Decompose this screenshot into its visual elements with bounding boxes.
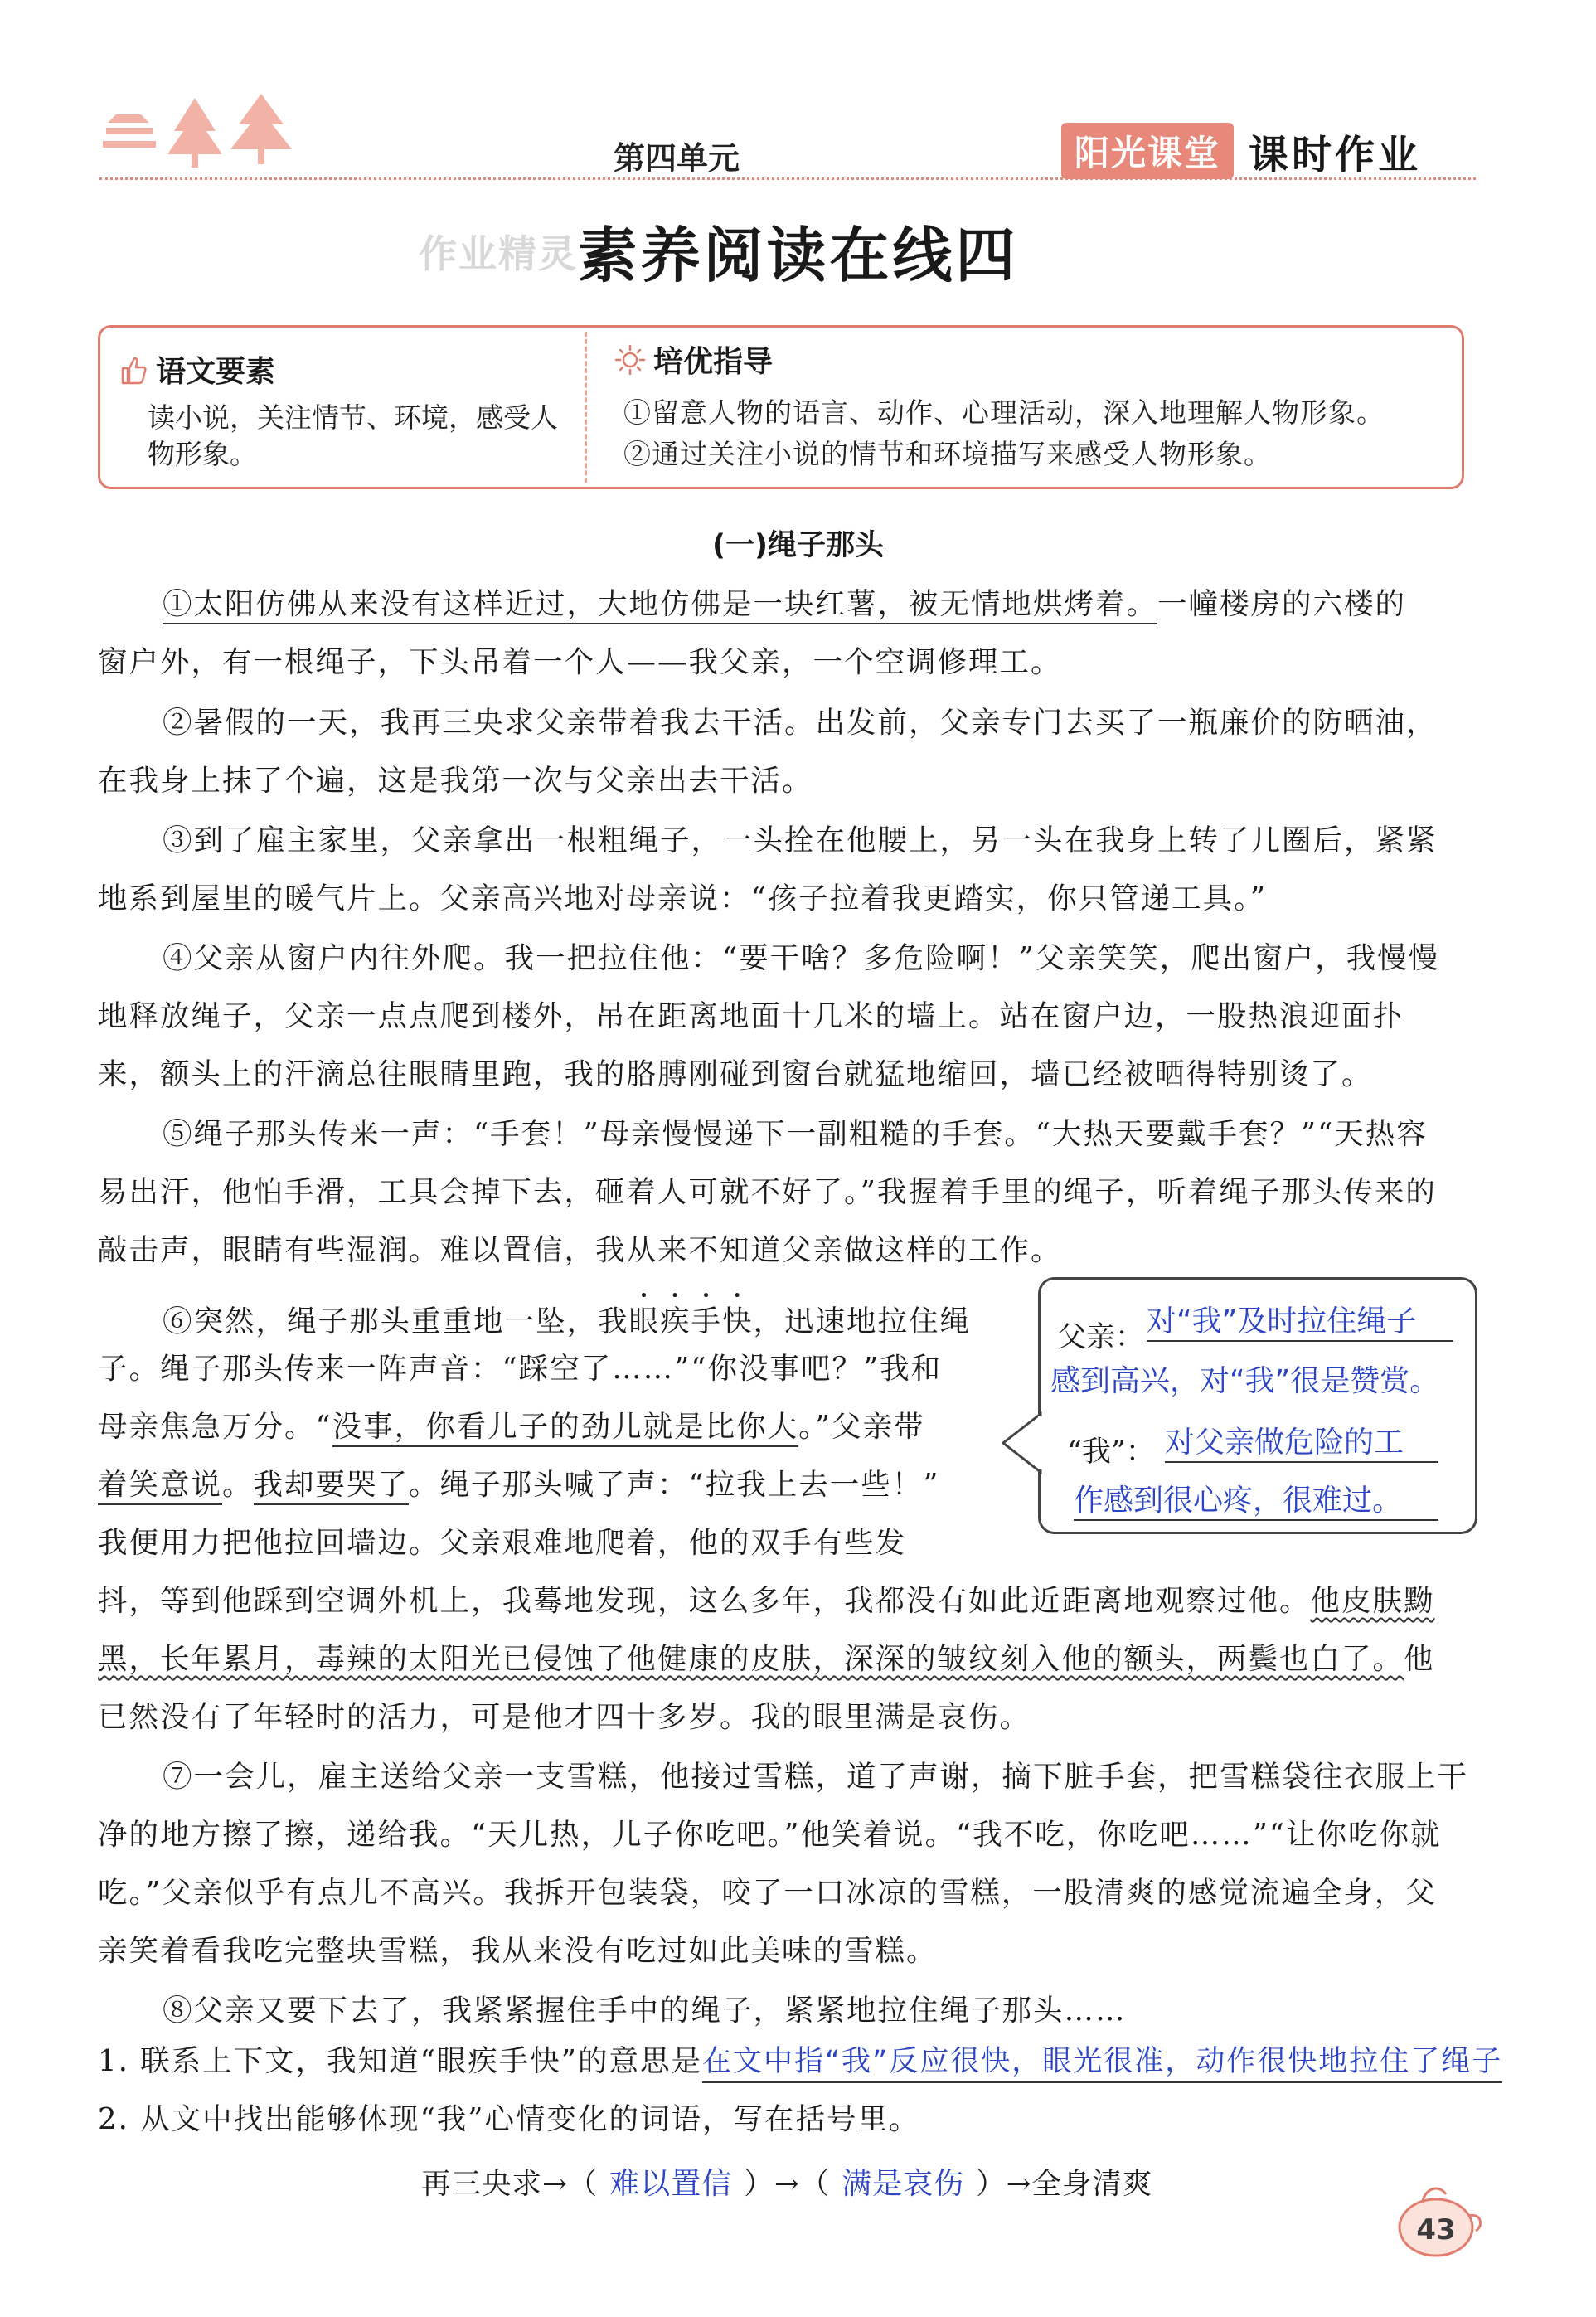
- peiyou-heading: [614, 338, 773, 381]
- paragraph-4-line-2: 地释放绳子，父亲一点点爬到楼外，吊在距离地面十几米的墙上。站在窗户边，一股热浪迎面扑: [98, 999, 1404, 1033]
- underlined-sentence: 没事，你看儿子的劲儿就是比你大: [332, 1410, 799, 1447]
- paragraph-6-line-2: 子。绳子那头传来一阵声音：“踩空了……”“你没事吧？”我和: [98, 1352, 943, 1386]
- paragraph-7-line-4: 亲笑着看我吃完整块雪糕，我从来没有吃过如此美味的雪糕。: [98, 1934, 938, 1968]
- paragraph-5-line-3: 敲击声，眼睛有些湿润。难以置信，我从来不知道父亲做这样的工作。: [98, 1233, 1062, 1267]
- paragraph-4-line-1: ④父亲从窗户内往外爬。我一把拉住他：“要干啥？多危险啊！”父亲笑笑，爬出窗户，我慢慢: [163, 941, 1440, 975]
- yuwen-text: 读小说，关注情节、环境，感受人物形象。: [148, 401, 558, 470]
- text-run: 他: [1404, 1642, 1435, 1676]
- paragraph-6-line-1: [163, 1287, 971, 1340]
- question-2-flow: [421, 2160, 1152, 2203]
- question-1: [98, 2038, 1502, 2080]
- dotted-phrase: 眼疾手快: [628, 1304, 754, 1338]
- unit-title: 第四单元: [614, 140, 740, 177]
- yuwen-heading: [116, 348, 275, 391]
- callout-tail: [1002, 1410, 1043, 1476]
- paragraph-4-line-3: 来，额头上的汗滴总往眼睛里跑，我的胳膊刚碰到窗台就猛地缩回，墙已经被晒得特别烫了。: [98, 1057, 1373, 1091]
- brand: [1061, 124, 1421, 177]
- question-2-prompt: 2. 从文中找出能够体现“我”心情变化的词语，写在括号里。: [98, 2102, 920, 2136]
- text-run: ⑥突然，绳子那头重重地一坠，我: [163, 1304, 629, 1338]
- wavy-underlined-sentence: 黑，长年累月，毒辣的太阳光已侵蚀了他健康的皮肤，深深的皱纹刻入他的额头，两鬓也白了。: [98, 1642, 1404, 1676]
- watermark: 作业精灵: [419, 231, 578, 276]
- paragraph-7-line-1: ⑦一会儿，雇主送给父亲一支雪糕，他接过雪糕，道了声谢，摘下脏手套，把雪糕袋往衣服上干: [163, 1760, 1469, 1794]
- paragraph-5-line-1: ⑤绳子那头传来一声：“手套！”母亲慢慢递下一副粗糙的手套。“大热天要戴手套？”“天热容: [163, 1117, 1428, 1151]
- paragraph-3-line-2: 地系到屋里的暖气片上。父亲高兴地对母亲说：“孩子拉着我更踏实，你只管递工具。”: [98, 882, 1268, 916]
- page-number-badge: [1390, 2179, 1489, 2266]
- peiyou-item: ①留意人物的语言、动作、心理活动，深入地理解人物形象。: [623, 396, 1385, 429]
- bracket-close: ）: [976, 2167, 1007, 2201]
- flow-answer-2[interactable]: 满是哀伤: [842, 2167, 965, 2201]
- bracket-open: （: [567, 2167, 599, 2201]
- brand-tag: 阳光课堂: [1061, 123, 1234, 179]
- callout-father-answer-1: 对“我”及时拉住绳子: [1147, 1298, 1453, 1342]
- paragraph-6-line-5: 我便用力把他拉回墙边。父亲艰难地爬着，他的双手有些发: [98, 1526, 907, 1560]
- peiyou-item: ②通过关注小说的情节和环境描写来感受人物形象。: [623, 438, 1272, 470]
- callout-me-answer-1: 对父亲做危险的工: [1165, 1419, 1438, 1463]
- text-run: 。绳子那头喊了声：“拉我上去一些！”: [409, 1468, 940, 1502]
- bracket-close: ）: [744, 2167, 774, 2201]
- text-run: 母亲焦急万分。“: [98, 1410, 332, 1444]
- paragraph-8-line-1: ⑧父亲又要下去了，我紧紧握住手中的绳子，紧紧地拉住绳子那头……: [163, 1994, 1127, 2028]
- text-run: 。: [222, 1468, 254, 1502]
- info-box-divider: [585, 332, 587, 483]
- header-divider: [99, 177, 1476, 180]
- text-run: ，迅速地拉住绳: [753, 1304, 972, 1338]
- paragraph-6-line-6: [98, 1577, 1435, 1620]
- paragraph-6-line-4: [98, 1461, 939, 1503]
- paragraph-2-line-1: ②暑假的一天，我再三央求父亲带着我去干活。出发前，父亲专门去买了一瓶廉价的防晒油，: [163, 706, 1438, 740]
- paragraph-2-line-2: 在我身上抹了个遍，这是我第一次与父亲出去干活。: [98, 764, 813, 798]
- arrow-icon: →: [774, 2167, 800, 2201]
- question-1-answer[interactable]: 在文中指“我”反应很快，眼光很准，动作很快地拉住了绳子: [702, 2045, 1502, 2083]
- flow-end: 全身清爽: [1031, 2167, 1153, 2201]
- underlined-sentence: 我却要哭了: [254, 1468, 410, 1505]
- text-run: 。”父亲带: [798, 1410, 925, 1444]
- peiyou-title: 培优指导: [653, 345, 774, 379]
- paragraph-6-line-7: [98, 1635, 1435, 1678]
- bracket-open: （: [799, 2167, 831, 2201]
- page-title: 素养阅读在线四: [577, 220, 1019, 290]
- flow-answer-1[interactable]: 难以置信: [609, 2167, 733, 2201]
- paragraph-6-line-8: 已然没有了年轻时的活力，可是他才四十多岁。我的眼里满是哀伤。: [98, 1700, 1031, 1734]
- callout-me-label: “我”：: [1067, 1435, 1155, 1469]
- paragraph-3-line-1: ③到了雇主家里，父亲拿出一根粗绳子，一头拴在他腰上，另一头在我身上转了几圈后，紧紧: [163, 823, 1438, 857]
- section-title: (一)绳子那头: [712, 529, 884, 562]
- underlined-sentence: 着笑意说: [98, 1468, 222, 1505]
- arrow-icon: →: [1006, 2167, 1032, 2201]
- paragraph-7-line-3: 吃。”父亲似乎有点儿不高兴。我拆开包装袋，咬了一口冰凉的雪糕，一股清爽的感觉流遍全身，父: [98, 1876, 1437, 1910]
- paragraph-1-line-2: 窗户外，有一根绳子，下头吊着一个人——我父亲，一个空调修理工。: [98, 645, 1062, 679]
- callout-me-answer-2: 作感到很心疼，很难过。: [1074, 1477, 1438, 1521]
- page-number: 43: [1416, 2213, 1456, 2247]
- paragraph-1-line-1: [163, 580, 1406, 623]
- text-run: 抖，等到他踩到空调外机上，我蓦地发现，这么多年，我都没有如此近距离地观察过他。: [98, 1584, 1311, 1618]
- wavy-underlined-sentence: 他皮肤黝: [1310, 1584, 1435, 1618]
- arrow-icon: →: [542, 2167, 568, 2201]
- callout-father-answer-2: 感到高兴，对“我”很是赞赏。: [1050, 1364, 1440, 1398]
- flow-start: 再三央求: [421, 2167, 543, 2201]
- brand-name: 课时作业: [1249, 131, 1422, 178]
- annotation-callout: [1038, 1277, 1477, 1534]
- paragraph-5-line-2: 易出汗，他怕手滑，工具会掉下去，砸着人可就不好了。”我握着手里的绳子，听着绳子那头传来的: [98, 1175, 1437, 1209]
- question-1-prompt: 1. 联系上下文，我知道“眼疾手快”的意思是: [98, 2044, 702, 2078]
- yuwen-title: 语文要素: [156, 355, 276, 389]
- paragraph-6-line-3: [98, 1403, 925, 1445]
- sun-icon: [614, 343, 647, 376]
- tree-decoration: [99, 90, 298, 176]
- underlined-sentence: ①太阳仿佛从来没有这样近过，大地仿佛是一块红薯，被无情地烘烤着。: [163, 587, 1157, 624]
- thumbs-up-icon: [116, 353, 149, 386]
- paragraph-7-line-2: 净的地方擦了擦，递给我。“天儿热，儿子你吃吧。”他笑着说。“我不吃，你吃吧……”“让你吃你就: [98, 1818, 1442, 1852]
- text-run: 一幢楼房的六楼的: [1157, 587, 1407, 621]
- callout-father-label: 父亲：: [1057, 1321, 1145, 1354]
